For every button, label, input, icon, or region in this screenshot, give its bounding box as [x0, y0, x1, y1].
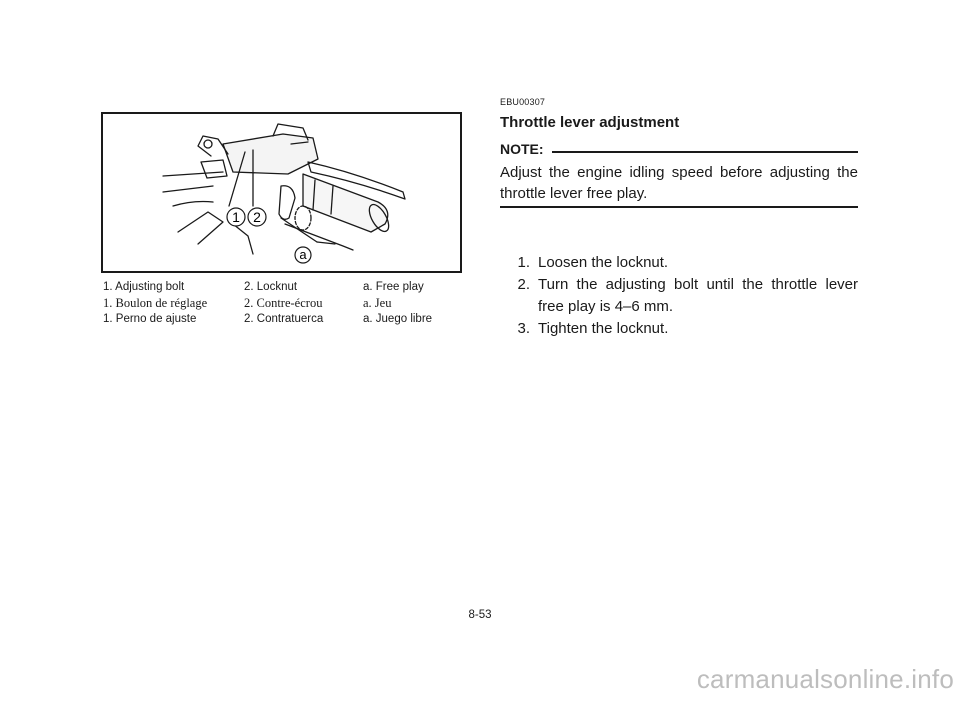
figure-captions	[103, 279, 463, 327]
callout-2: 2	[253, 209, 261, 225]
step-text: Tighten the locknut.	[538, 320, 669, 337]
section-code: EBU00307	[500, 97, 546, 107]
caption-row-english	[103, 279, 463, 295]
list-item	[500, 318, 858, 340]
caption-row-spanish	[103, 311, 463, 327]
step-number: 1.	[517, 254, 530, 271]
watermark: carmanualsonline.info	[696, 664, 954, 694]
note-header	[500, 141, 858, 157]
note-text: Adjust the engine idling speed before adjusting the throttle lever free play.	[500, 164, 858, 202]
caption-locknut: 2. Locknut	[244, 281, 298, 293]
note-divider-bottom	[500, 206, 858, 208]
page-number: 8-53	[468, 609, 492, 621]
caption-free-play-fr: a. Jeu	[363, 296, 392, 310]
step-text: Loosen the locknut.	[538, 254, 669, 271]
caption-adjusting-bolt-fr: 1. Boulon de réglage	[103, 296, 208, 310]
callout-1: 1	[232, 209, 240, 225]
list-item	[500, 252, 858, 274]
step-number: 3.	[517, 320, 530, 337]
handlebar-drawing	[103, 114, 460, 271]
caption-locknut-fr: 2. Contre-écrou	[244, 296, 323, 310]
caption-locknut-es: 2. Contratuerca	[244, 313, 324, 325]
caption-adjusting-bolt: 1. Adjusting bolt	[103, 281, 185, 293]
step-number: 2.	[517, 276, 530, 293]
list-item	[500, 274, 858, 318]
callout-a: a	[299, 247, 307, 262]
procedure-steps	[500, 252, 858, 340]
note-divider-top	[552, 151, 858, 153]
step-text: Turn the adjusting bolt until the throttle lever free play is 4–6 mm.	[538, 276, 858, 315]
caption-free-play-es: a. Juego libre	[363, 313, 433, 325]
caption-adjusting-bolt-es: 1. Perno de ajuste	[103, 313, 197, 325]
section-heading: Throttle lever adjustment	[500, 114, 680, 131]
caption-free-play: a. Free play	[363, 281, 424, 293]
note-label: NOTE:	[500, 141, 544, 157]
caption-row-french	[103, 295, 463, 311]
throttle-lever-illustration	[101, 112, 462, 273]
